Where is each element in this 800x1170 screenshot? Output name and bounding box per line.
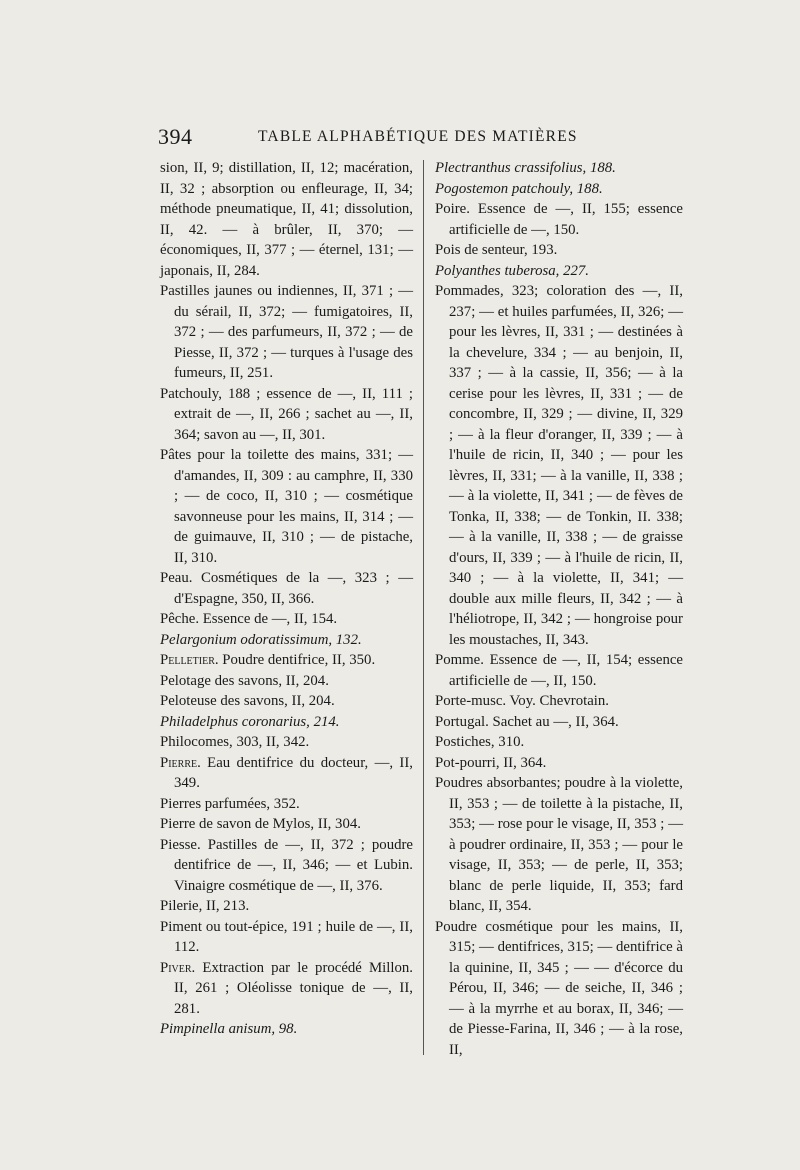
- index-entry: [160, 281, 413, 384]
- entry-text: Plectranthus crassifolius, 188.: [435, 160, 616, 176]
- entry-text: Pogostemon patchouly, 188.: [435, 180, 603, 197]
- entry-name: Pelletier.: [160, 652, 219, 668]
- entry-text: Pierre de savon de Mylos, II, 304.: [160, 816, 361, 832]
- entry-text: Extraction par le procédé Millon. II, 261 ; Oléolisse tonique de —, II, 281.: [174, 959, 413, 1017]
- index-entry: [160, 732, 413, 753]
- entry-text: Poudres absorbantes; poudre à la violette, II, 353 ; — de toilette à la pistache, II, 353; — rose pour le visage, II, 353 ; — à poudrer ordinaire, II, 353 ; — pour le visage, II, 353; — de perle, II, 353; blanc de perle liquide, II, 353; fard blanc, II, 354.: [435, 775, 683, 914]
- entry-text: Pierres parfumées, 352.: [160, 795, 300, 812]
- entry-text: Pastilles jaunes ou indiennes, II, 371 ; — du sérail, II, 372; — fumigatoires, II, 372 ; — des parfumeurs, II, 372 ; — de Piesse, II, 372 ; — turques à l'usage des fumeurs, II, 251.: [160, 283, 413, 381]
- index-column-right: [435, 158, 683, 1060]
- index-entry: [435, 732, 683, 753]
- index-entry: [435, 261, 683, 282]
- entry-text: Poudre cosmétique pour les mains, II, 315; — dentifrices, 315; — dentifrice à la quinine, II, 345 ; — — d'écorce du Pérou, II, 346; — de seiche, II, 346 ; — à la myrrhe et au borax, II, 346; — de Piesse-Farina, II, 346 ; — à la rose, II,: [435, 918, 683, 1058]
- entry-text: Poire. Essence de —, II, 155; essence artificielle de —, 150.: [435, 201, 683, 238]
- entry-text: Pelotage des savons, II, 204.: [160, 672, 329, 689]
- entry-text: Pois de senteur, 193.: [435, 242, 558, 258]
- index-entry: [160, 630, 413, 651]
- index-entry: [160, 691, 413, 712]
- index-column-left: [160, 158, 413, 1040]
- entry-text: Pomme. Essence de —, II, 154; essence artificielle de —, II, 150.: [435, 652, 683, 689]
- entry-text: Portugal. Sachet au —, II, 364.: [435, 713, 619, 730]
- index-entry: [160, 568, 413, 609]
- index-entry: [435, 753, 683, 774]
- entry-text: Patchouly, 188 ; essence de —, II, 111 ; extrait de —, II, 266 ; sachet au —, II, 364; savon au —, II, 301.: [160, 385, 413, 443]
- index-entry: [435, 158, 683, 179]
- index-entry: [160, 712, 413, 733]
- index-entry: [435, 917, 683, 1061]
- index-entry: [160, 835, 413, 897]
- index-entry: [160, 896, 413, 917]
- entry-text: Philocomes, 303, II, 342.: [160, 734, 310, 750]
- index-entry: [160, 671, 413, 692]
- index-entry: [435, 691, 683, 712]
- index-entry: [160, 158, 413, 281]
- entry-name: Pierre.: [160, 754, 201, 771]
- entry-text: Pot-pourri, II, 364.: [435, 754, 547, 771]
- running-title: TABLE ALPHABÉTIQUE DES MATIÈRES: [258, 128, 578, 145]
- entry-text: Postiches, 310.: [435, 734, 525, 750]
- index-entry: [160, 650, 413, 671]
- index-entry: [435, 240, 683, 261]
- entry-text: Pelargonium odoratissimum, 132.: [160, 631, 362, 648]
- entry-text: Pêche. Essence de —, II, 154.: [160, 611, 338, 627]
- entry-text: Peloteuse des savons, II, 204.: [160, 693, 335, 709]
- index-entry: [160, 794, 413, 815]
- index-entry: [435, 712, 683, 733]
- entry-text: sion, II, 9; distillation, II, 12; macération, II, 32 ; absorption ou enfleurage, II, 34; méthode pneumatique, II, 41; dissolution, II, 42. — à brûler, II, 370; — économiques, II, 377 ; — éternel, 131; — japonais, II, 284.: [160, 160, 413, 279]
- entry-text: Piesse. Pastilles de —, II, 372 ; poudre dentifrice de —, II, 346; — et Lubin. Vinaigre cosmétique de —, II, 376.: [160, 836, 413, 894]
- index-entry: [160, 384, 413, 446]
- index-entry: [435, 773, 683, 917]
- entry-text: Eau dentifrice du docteur, —, II, 349.: [174, 754, 413, 791]
- entry-text: Pommades, 323; coloration des —, II, 237; — et huiles parfumées, II, 326; — pour les lèvres, II, 331 ; — destinées à la chevelure, 334 ; — au benjoin, II, 337 ; — à la cassie, II, 356; — à la cerise pour les lèvres, II, 331 ; — de concombre, II, 329 ; — divine, II, 329 ; — à la fleur d'oranger, II, 339 ; — à l'huile de ricin, II, 340 ; — pour les lèvres, II, 331; — à la vanille, II, 338 ; — à la violette, II, 341 ; — de fèves de Tonka, II, 338; — de Tonkin, II. 338; — à la vanille, II, 338 ; — de graisse d'ours, II, 339 ; — à l'huile de ricin, II, 340 ; — à la violette, II, 341; — double aux mille fleurs, II, 342 ; — à l'héliotrope, II, 342 ; — hongroise pour les moustaches, II, 343.: [435, 283, 683, 648]
- index-entry: [160, 609, 413, 630]
- column-divider: [423, 160, 424, 1055]
- entry-text: Philadelphus coronarius, 214.: [160, 713, 340, 730]
- entry-text: Pilerie, II, 213.: [160, 898, 250, 914]
- index-entry: [160, 753, 413, 794]
- index-entry: [435, 281, 683, 650]
- entry-text: Polyanthes tuberosa, 227.: [435, 262, 589, 279]
- entry-text: Peau. Cosmétiques de la —, 323 ; — d'Espagne, 350, II, 366.: [160, 570, 413, 607]
- entry-text: Porte-musc. Voy. Chevrotain.: [435, 693, 609, 709]
- entry-text: Pimpinella anisum, 98.: [160, 1021, 298, 1037]
- index-entry: [160, 814, 413, 835]
- index-entry: [435, 199, 683, 240]
- index-entry: [435, 650, 683, 691]
- entry-text: Pâtes pour la toilette des mains, 331; — d'amandes, II, 309 : au camphre, II, 330 ; — de coco, II, 310 ; — cosmétique savonneuse pour les mains, II, 314 ; — de guimauve, II, 310 ; — de pistache, II, 310.: [160, 447, 413, 566]
- entry-text: Piment ou tout-épice, 191 ; huile de —, II, 112.: [160, 918, 413, 955]
- entry-name: Piver.: [160, 959, 196, 976]
- index-entry: [160, 917, 413, 958]
- entry-text: Poudre dentifrice, II, 350.: [218, 652, 376, 668]
- page-number: 394: [158, 124, 193, 149]
- index-entry: [160, 445, 413, 568]
- index-entry: [435, 179, 683, 200]
- index-entry: [160, 958, 413, 1020]
- index-entry: [160, 1019, 413, 1040]
